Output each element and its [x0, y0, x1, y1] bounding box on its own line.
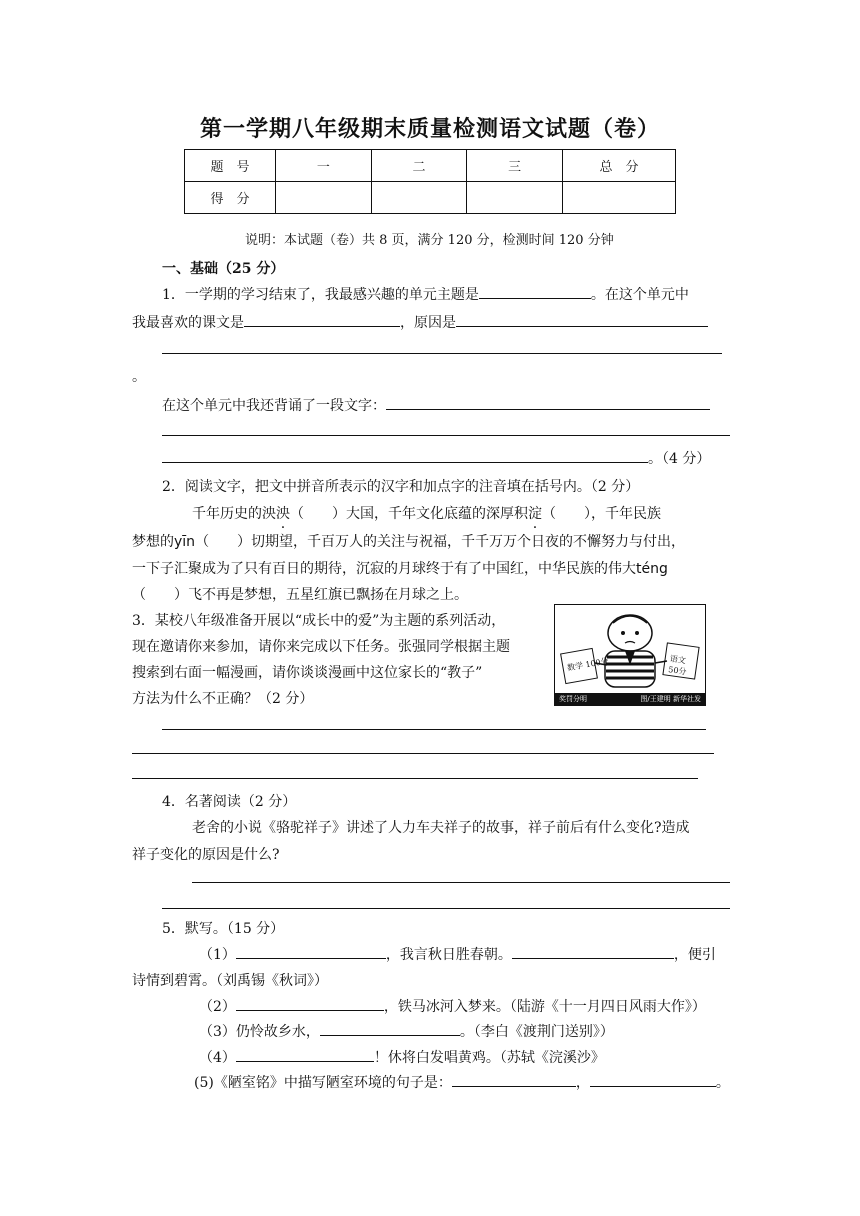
- q5-2-label: （2）: [199, 999, 236, 1015]
- q1-text-d: ，原因是: [400, 315, 456, 331]
- q2-line-1: [192, 503, 661, 523]
- cartoon-image: [554, 604, 706, 706]
- cartoon-paper-left-text: 数学 100分: [566, 656, 610, 673]
- cell-total: 总 分: [563, 150, 676, 182]
- q1-blank-reason[interactable]: [456, 312, 708, 327]
- q5-5-text-c: 。: [715, 1075, 730, 1091]
- q5-2-blank[interactable]: [236, 996, 384, 1011]
- q5-5-blank-b[interactable]: [590, 1072, 716, 1087]
- q5-1-blank-a[interactable]: [236, 944, 386, 959]
- q1-text-c: 我最喜欢的课文是: [132, 315, 244, 331]
- q2-line-3: [132, 558, 668, 578]
- q1-line-end: [162, 448, 710, 468]
- instructions: 说明：本试题（卷）共 8 页，满分 120 分，检测时间 120 分钟: [245, 233, 614, 248]
- q4-heading: 4．名著阅读（2 分）: [162, 794, 297, 810]
- cell-question-number-label: 题 号: [185, 150, 276, 182]
- cell-section-3: 三: [467, 150, 563, 182]
- q3-answer-line-3[interactable]: [132, 778, 698, 779]
- q1-answer-line-2[interactable]: [162, 435, 730, 436]
- q5-heading: 5．默写。（15 分）: [162, 921, 285, 937]
- score-table: [184, 149, 676, 214]
- q5-item-1-line-2: 诗情到碧霄。（刘禹锡《秋词》）: [132, 973, 328, 989]
- q2-pinyin-2: téng: [636, 561, 668, 577]
- q5-2-text: ，铁马冰河入梦来。（陆游《十一月四日风雨大作》）: [383, 999, 706, 1015]
- q1-text-f: 在这个单元中我还背诵了一段文字：: [162, 398, 386, 414]
- q5-3-text-b: 。（李白《渡荆门送别》）: [459, 1024, 614, 1040]
- q5-item-5: [194, 1072, 730, 1092]
- cartoon-caption-title: 奖罚分明: [559, 695, 587, 703]
- q5-5-text-b: ，: [575, 1075, 590, 1091]
- q4-line-1: 老舍的小说《骆驼祥子》讲述了人力车夫祥子的故事，祥子前后有什么变化?造成: [192, 820, 690, 836]
- q3-line-2: 现在邀请你来参加，请你来完成以下任务。张强同学根据主题: [132, 639, 510, 655]
- score-input-2[interactable]: [371, 182, 467, 214]
- exam-title: 第一学期八年级期末质量检测语文试题（卷）: [199, 116, 660, 142]
- q5-3-text-a: （3）仍怜故乡水，: [199, 1024, 320, 1040]
- q1-blank-recite[interactable]: [386, 395, 710, 410]
- q3-line-4: 方法为什么不正确？（2 分）: [132, 691, 314, 707]
- q2-text-2b: （ ）切期望，千百万人的关注与祝福，千千万万个日夜的不懈努力与付出，: [195, 534, 686, 550]
- cartoon-caption-credit: 图/王建明 新华社发: [640, 695, 701, 703]
- q2-heading: 2．阅读文字，把文中拼音所表示的汉字和加点字的注音填在括号内。（2 分）: [162, 479, 640, 495]
- q1-text-g: 。（4 分）: [648, 451, 711, 467]
- q5-5-text-a: (5)《陋室铭》中描写陋室环境的句子是：: [194, 1075, 452, 1091]
- q5-1-blank-b[interactable]: [512, 944, 674, 959]
- score-input-total[interactable]: [563, 182, 676, 214]
- q2-dotted-char-2: 淀: [528, 506, 542, 522]
- cell-score-label: 得 分: [185, 182, 276, 214]
- cell-section-2: 二: [371, 150, 467, 182]
- q2-line-2: [132, 531, 685, 551]
- q5-item-3: [199, 1021, 614, 1041]
- q1-blank-favorite[interactable]: [244, 312, 400, 327]
- q1-text-b: 。在这个单元中: [590, 287, 689, 303]
- q4-answer-line-2[interactable]: [162, 908, 730, 909]
- q2-text-1a: 千年历史的泱: [192, 506, 276, 522]
- q2-text-2a: 梦想的: [132, 534, 174, 550]
- q5-item-1-line-1: [199, 944, 716, 964]
- q2-pinyin-1: yīn: [174, 534, 196, 550]
- q1-line-1: [162, 284, 689, 304]
- q5-4-blank[interactable]: [236, 1047, 374, 1062]
- q3-answer-line-2[interactable]: [132, 753, 714, 754]
- q1-period: 。: [132, 369, 146, 385]
- q2-text-1b: （ ）大国，千年文化底蕴的深厚积: [290, 506, 528, 522]
- q5-1-text-c: ，便引: [673, 947, 716, 963]
- score-input-1[interactable]: [276, 182, 372, 214]
- score-input-3[interactable]: [467, 182, 563, 214]
- q2-line-4: （ ）飞不再是梦想，五星红旗已飘扬在月球之上。: [132, 587, 468, 603]
- cartoon-caption: [555, 693, 705, 705]
- q3-line-1: 3．某校八年级准备开展以“成长中的爱”为主题的系列活动，: [132, 613, 506, 629]
- q4-answer-line-1[interactable]: [192, 882, 730, 883]
- q5-1-label: （1）: [199, 947, 236, 963]
- q1-line-2: [132, 312, 708, 332]
- cartoon-drawing: [555, 605, 705, 693]
- section-1-heading: 一、基础（25 分）: [162, 261, 285, 277]
- q1-blank-theme[interactable]: [479, 284, 591, 299]
- q5-1-text-b: ，我言秋日胜春朝。: [385, 947, 512, 963]
- q2-text-3: 一下子汇聚成为了只有百日的期待，沉寂的月球终于有了中国红，中华民族的伟大: [132, 561, 636, 577]
- q5-4-label: （4）: [199, 1050, 236, 1066]
- q3-line-3: 搜索到右面一幅漫画，请你谈谈漫画中这位家长的“教子”: [132, 665, 483, 681]
- q1-blank-recite-2[interactable]: [162, 448, 648, 463]
- q2-text-1c: （ ），千年民族: [542, 506, 661, 522]
- q1-text-a: 1．一学期的学习结束了，我最感兴趣的单元主题是: [162, 287, 479, 303]
- q5-item-4: [199, 1047, 605, 1067]
- q5-3-blank[interactable]: [320, 1021, 460, 1036]
- q3-answer-line-1[interactable]: [162, 729, 706, 730]
- q5-4-text: ！休将白发唱黄鸡。（苏轼《浣溪沙》: [373, 1050, 605, 1066]
- score-table-header-row: [185, 150, 676, 182]
- cartoon-paper-right-text: 语文 50分: [667, 654, 688, 677]
- q5-item-2: [199, 996, 706, 1016]
- q2-dotted-char-1: 泱: [276, 506, 290, 522]
- q4-line-2: 祥子变化的原因是什么?: [132, 847, 280, 863]
- score-table-score-row: [185, 182, 676, 214]
- q1-line-recite: [162, 395, 710, 415]
- q1-answer-line-1[interactable]: [162, 353, 722, 354]
- cell-section-1: 一: [276, 150, 372, 182]
- q5-5-blank-a[interactable]: [452, 1072, 576, 1087]
